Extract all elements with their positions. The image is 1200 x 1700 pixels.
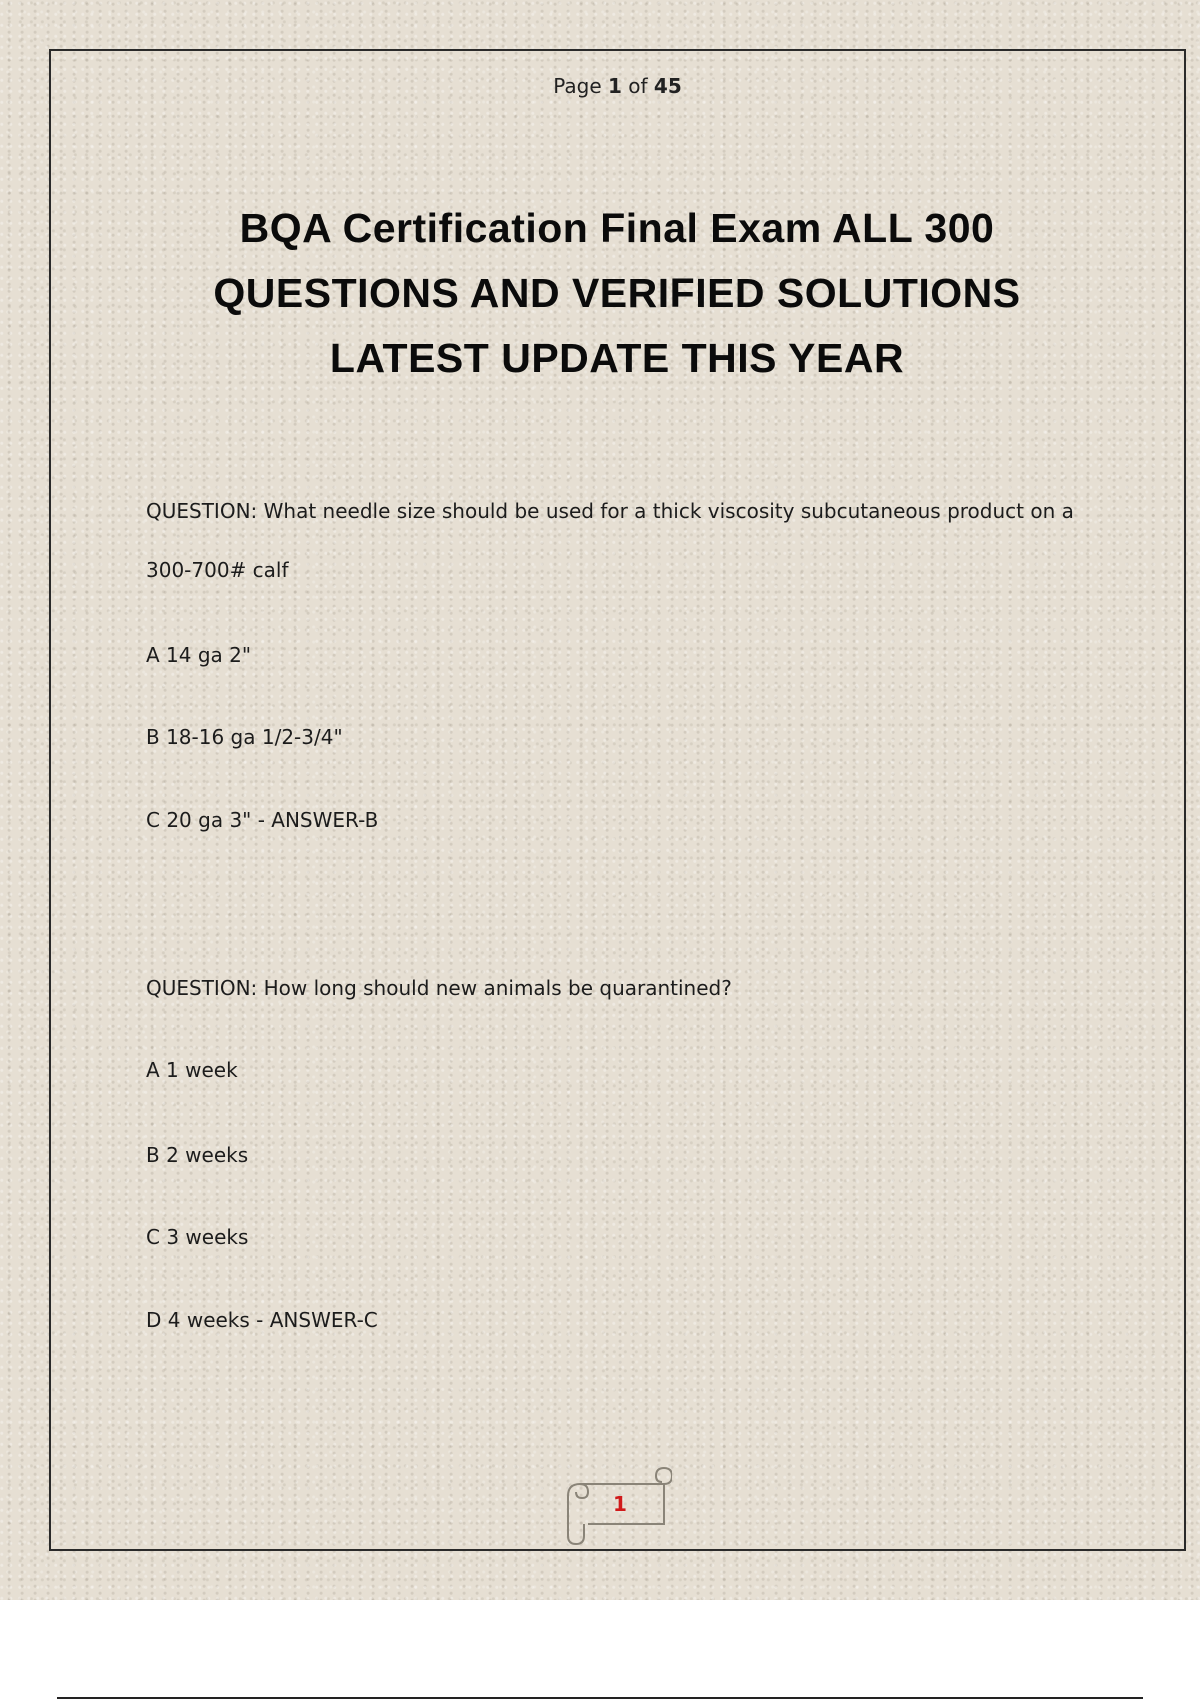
question-1-option-a: A 14 ga 2" xyxy=(146,643,252,667)
total-pages: 45 xyxy=(653,74,682,98)
question-1-option-c-answer: C 20 ga 3" - ANSWER-B xyxy=(146,808,379,832)
question-2-text: QUESTION: How long should new animals be quarantined? xyxy=(146,976,732,1000)
question-1-text-line-2: 300-700# calf xyxy=(146,558,289,582)
title-line-2: QUESTIONS AND VERIFIED SOLUTIONS xyxy=(213,270,1021,316)
divider xyxy=(57,1697,1143,1699)
question-2-option-a: A 1 week xyxy=(146,1058,238,1082)
page-number-scroll xyxy=(560,1462,672,1546)
question-1-option-b: B 18-16 ga 1/2-3/4" xyxy=(146,725,343,749)
page-header xyxy=(0,74,1200,98)
question-2-option-c: C 3 weeks xyxy=(146,1225,249,1249)
question-2-option-b: B 2 weeks xyxy=(146,1143,249,1167)
document-title xyxy=(120,196,1114,391)
title-line-3: LATEST UPDATE THIS YEAR xyxy=(329,335,905,381)
of-word: of xyxy=(628,74,648,98)
page-word: Page xyxy=(553,74,602,98)
title-line-1: BQA Certification Final Exam ALL 300 xyxy=(239,205,995,251)
question-2-option-d-answer: D 4 weeks - ANSWER-C xyxy=(146,1308,378,1332)
question-1-text-line-1: QUESTION: What needle size should be used for a thick viscosity subcutaneous product on a xyxy=(146,499,1074,523)
current-page-number: 1 xyxy=(608,74,622,98)
footer-page-number: 1 xyxy=(613,1492,627,1516)
